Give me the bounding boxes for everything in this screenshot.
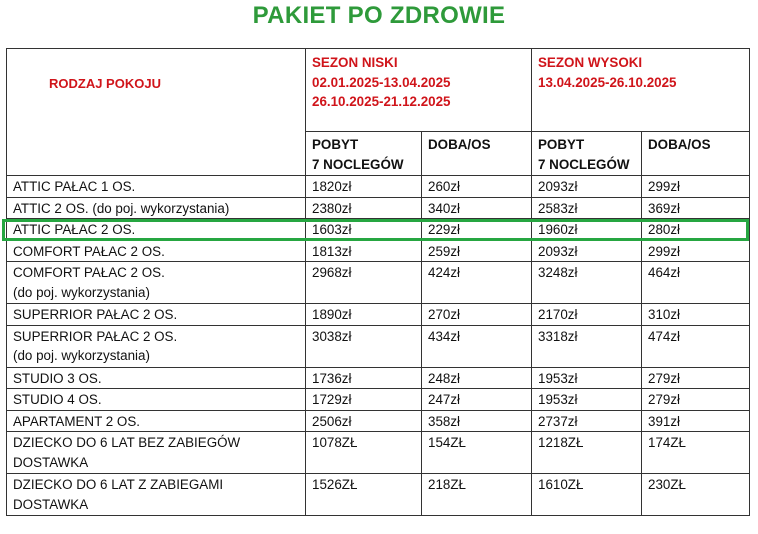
table-row [7,240,750,262]
table-row [7,176,750,198]
high-season-header [532,49,750,132]
low-day-price: 424zł [422,262,532,304]
low-day-price: 358zł [422,410,532,432]
page-title: PAKIET PO ZDROWIE [252,2,506,29]
table-row [7,432,750,474]
room-name [7,474,306,516]
high-stay-price: 3248zł [532,262,642,304]
table-row [7,304,750,326]
table-row [7,410,750,432]
high-day-price: 299zł [642,240,750,262]
high-stay-price: 1960zł [532,219,642,241]
table-row [7,367,750,389]
low-stay-price: 1820zł [306,176,422,198]
high-stay-header [532,132,642,176]
low-stay-price: 1078ZŁ [306,432,422,474]
stay-label-line1: POBYT [538,137,585,152]
stay-label-line1: POBYT [312,137,359,152]
low-season-range-1: 02.01.2025-13.04.2025 [312,74,451,90]
high-day-price: 280zł [642,219,750,241]
high-stay-price: 1610ZŁ [532,474,642,516]
low-stay-price: 1890zł [306,304,422,326]
low-stay-price: 1729zł [306,389,422,411]
table-row-highlighted [7,219,750,241]
low-day-price: 340zł [422,197,532,219]
price-table [6,48,750,516]
high-stay-price: 1953zł [532,367,642,389]
table-row [7,474,750,516]
room-name-line2: (do poj. wykorzystania) [13,284,150,300]
low-day-price: 248zł [422,367,532,389]
low-day-price: 270zł [422,304,532,326]
room-name: APARTAMENT 2 OS. [7,410,306,432]
room-type-header: RODZAJ POKOJU [7,49,306,176]
high-day-price: 310zł [642,304,750,326]
low-stay-price: 1736zł [306,367,422,389]
high-day-price: 279zł [642,389,750,411]
room-name-line1: SUPERRIOR PAŁAC 2 OS. [13,328,178,344]
high-stay-price: 3318zł [532,325,642,367]
table-row [7,197,750,219]
high-season-name: SEZON WYSOKI [538,55,643,70]
room-name: ATTIC PAŁAC 2 OS. [7,219,306,241]
room-name-line1: DZIECKO DO 6 LAT BEZ ZABIEGÓW [13,435,241,450]
high-stay-price: 2737zł [532,410,642,432]
room-name: COMFORT PAŁAC 2 OS. [7,240,306,262]
low-stay-price: 1603zł [306,219,422,241]
low-stay-price: 2506zł [306,410,422,432]
low-stay-price: 3038zł [306,325,422,367]
low-stay-header [306,132,422,176]
high-stay-price: 2583zł [532,197,642,219]
high-stay-price: 1218ZŁ [532,432,642,474]
low-stay-price: 1813zł [306,240,422,262]
table-row [7,389,750,411]
high-stay-price: 2093zł [532,240,642,262]
room-name: STUDIO 3 OS. [7,367,306,389]
room-name [7,262,306,304]
high-day-price: 174ZŁ [642,432,750,474]
high-stay-price: 2093zł [532,176,642,198]
stay-label-line2: 7 NOCLEGÓW [312,156,404,172]
high-day-price: 299zł [642,176,750,198]
high-day-price: 391zł [642,410,750,432]
room-name-line2: DOSTAWKA [13,496,89,512]
room-name [7,432,306,474]
low-day-price: 218ZŁ [422,474,532,516]
low-season-header [306,49,532,132]
low-day-price: 259zł [422,240,532,262]
low-day-price: 229zł [422,219,532,241]
room-name-line2: DOSTAWKA [13,454,89,470]
low-season-name: SEZON NISKI [312,55,398,70]
high-stay-price: 2170zł [532,304,642,326]
high-season-range-1: 13.04.2025-26.10.2025 [538,74,677,90]
room-name: STUDIO 4 OS. [7,389,306,411]
low-stay-price: 1526ZŁ [306,474,422,516]
room-name-line2: (do poj. wykorzystania) [13,348,150,363]
room-name-line1: COMFORT PAŁAC 2 OS. [13,265,165,280]
high-day-price: 230ZŁ [642,474,750,516]
stay-label-line2: 7 NOCLEGÓW [538,156,630,172]
room-name: SUPERRIOR PAŁAC 2 OS. [7,304,306,326]
low-day-price: 260zł [422,176,532,198]
low-day-price: 434zł [422,325,532,367]
table-row [7,325,750,367]
high-stay-price: 1953zł [532,389,642,411]
low-season-range-2: 26.10.2025-21.12.2025 [312,94,451,109]
high-day-price: 464zł [642,262,750,304]
low-stay-price: 2968zł [306,262,422,304]
low-day-price: 154ZŁ [422,432,532,474]
room-name-line1: DZIECKO DO 6 LAT Z ZABIEGAMI [13,477,224,492]
high-day-price: 369zł [642,197,750,219]
room-name [7,325,306,367]
high-per-day-header: DOBA/OS [642,132,750,176]
table-row [7,262,750,304]
room-name: ATTIC 2 OS. (do poj. wykorzystania) [7,197,306,219]
room-name: ATTIC PAŁAC 1 OS. [7,176,306,198]
low-day-price: 247zł [422,389,532,411]
low-per-day-header: DOBA/OS [422,132,532,176]
low-stay-price: 2380zł [306,197,422,219]
high-day-price: 474zł [642,325,750,367]
high-day-price: 279zł [642,367,750,389]
header-row-seasons [7,49,750,132]
